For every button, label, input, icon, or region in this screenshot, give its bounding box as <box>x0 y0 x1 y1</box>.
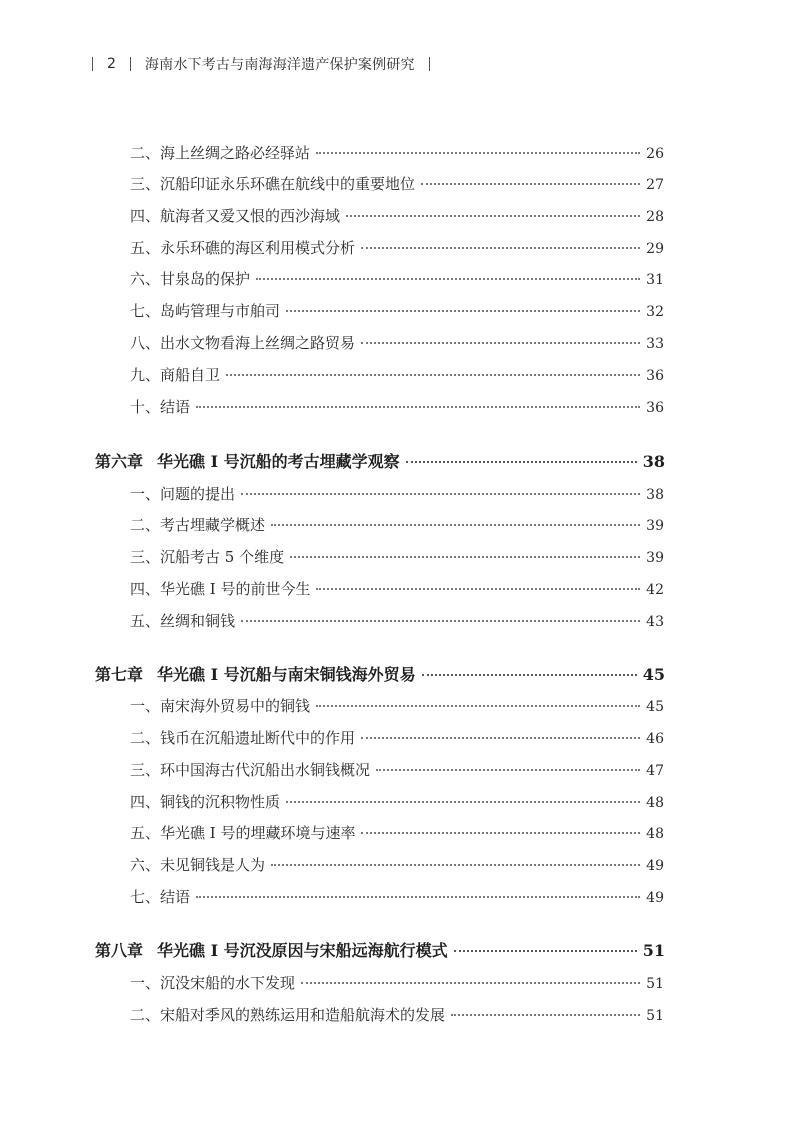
toc-entry[interactable] <box>0 332 664 356</box>
toc-page-number: 31 <box>646 272 664 288</box>
toc-page-number: 48 <box>646 795 664 811</box>
toc-page-number: 51 <box>646 976 664 992</box>
toc-entry-title: 二、海上丝绸之路必经驿站 <box>130 144 311 162</box>
toc-page-number: 28 <box>646 209 664 225</box>
toc-entry[interactable] <box>0 759 664 783</box>
chapter-number: 第七章 <box>95 665 144 684</box>
dot-leader <box>361 342 640 344</box>
toc-entry[interactable] <box>0 610 664 634</box>
toc-entry-title: 二、宋船对季风的熟练运用和造船航海术的发展 <box>130 1006 446 1024</box>
toc-entry[interactable] <box>0 886 664 910</box>
toc-entry[interactable] <box>0 142 664 166</box>
toc-entry-title: 四、铜钱的沉积物性质 <box>130 793 281 811</box>
toc-page-number: 51 <box>642 941 665 960</box>
toc-entry-title: 九、商船自卫 <box>130 366 221 384</box>
toc-page-number: 32 <box>646 304 664 320</box>
dot-leader <box>301 982 640 984</box>
toc-entry-title: 二、钱币在沉船遗址断代中的作用 <box>130 729 356 747</box>
toc-entry[interactable] <box>0 822 664 846</box>
dot-leader <box>286 801 640 803</box>
dot-leader <box>361 737 640 739</box>
toc-chapter-entry[interactable] <box>0 449 665 473</box>
toc-page-number: 42 <box>646 582 664 598</box>
dot-leader <box>361 247 640 249</box>
dot-leader <box>316 588 640 590</box>
toc-entry[interactable] <box>0 727 664 751</box>
toc-page-number: 45 <box>642 665 665 684</box>
dot-leader <box>422 674 637 676</box>
dot-leader <box>196 896 640 898</box>
toc-page-number: 47 <box>646 763 664 779</box>
dot-leader <box>226 374 640 376</box>
page-number: 2 <box>107 56 116 72</box>
toc-page-number: 49 <box>646 890 664 906</box>
toc-page-number: 48 <box>646 826 664 842</box>
toc-chapter-entry[interactable] <box>0 662 665 686</box>
toc-entry-title: 七、结语 <box>130 888 191 906</box>
dot-leader <box>196 406 640 408</box>
dot-leader <box>376 769 640 771</box>
chapter-title: 华光礁 I 号沉船与南宋铜钱海外贸易 <box>157 665 416 684</box>
toc-entry[interactable] <box>0 205 664 229</box>
dot-leader <box>451 1014 640 1016</box>
chapter-number: 第八章 <box>95 941 144 960</box>
toc-entry-title: 十、结语 <box>130 398 191 416</box>
dot-leader <box>406 461 637 463</box>
toc-entry-title: 五、永乐环礁的海区利用模式分析 <box>130 239 356 257</box>
toc-entry[interactable] <box>0 514 664 538</box>
toc-entry[interactable] <box>0 268 664 292</box>
toc-entry[interactable] <box>0 173 664 197</box>
toc-entry[interactable] <box>0 1004 664 1028</box>
toc-entry[interactable] <box>0 854 664 878</box>
toc-page-number: 36 <box>646 368 664 384</box>
toc-page-number: 33 <box>646 336 664 352</box>
toc-entry[interactable] <box>0 546 664 570</box>
toc-entry-title: 六、未见铜钱是人为 <box>130 856 266 874</box>
toc-entry-title: 五、丝绸和铜钱 <box>130 612 236 630</box>
dot-leader <box>256 278 640 280</box>
toc-entry-title: 三、沉船考古 5 个维度 <box>130 548 285 566</box>
toc-entry-title: 四、华光礁 I 号的前世今生 <box>130 580 311 598</box>
chapter-title: 华光礁 I 号沉船的考古埋藏学观察 <box>157 452 400 471</box>
toc-entry-title: 七、岛屿管理与市舶司 <box>130 302 281 320</box>
toc-entry-title: 五、华光礁 I 号的埋藏环境与速率 <box>130 824 356 842</box>
toc-page-number: 43 <box>646 614 664 630</box>
toc-chapter-entry[interactable] <box>0 938 665 962</box>
toc-page-number: 39 <box>646 518 664 534</box>
toc-entry-title: 八、出水文物看海上丝绸之路贸易 <box>130 334 356 352</box>
dot-leader <box>290 556 640 558</box>
chapter-number: 第六章 <box>95 452 144 471</box>
toc-page-number: 29 <box>646 241 664 257</box>
book-title: 海南水下考古与南海海洋遗产保护案例研究 <box>144 57 415 73</box>
toc-page-number: 46 <box>646 731 664 747</box>
toc-entry[interactable] <box>0 364 664 388</box>
toc-entry[interactable] <box>0 396 664 420</box>
dot-leader <box>286 310 640 312</box>
toc-page-number: 49 <box>646 858 664 874</box>
toc-entry[interactable] <box>0 695 664 719</box>
toc-entry[interactable] <box>0 791 664 815</box>
dot-leader <box>421 183 640 185</box>
toc-page-number: 51 <box>646 1008 664 1024</box>
dot-leader <box>361 832 640 834</box>
toc-entry-title: 四、航海者又爱又恨的西沙海域 <box>130 207 341 225</box>
toc-page-number: 27 <box>646 177 664 193</box>
toc-entry-title: 一、南宋海外贸易中的铜钱 <box>130 697 311 715</box>
dot-leader <box>346 215 640 217</box>
toc-entry[interactable] <box>0 483 664 507</box>
toc-entry-title: 三、沉船印证永乐环礁在航线中的重要地位 <box>130 175 416 193</box>
toc-entry-title: 一、问题的提出 <box>130 485 236 503</box>
dot-leader <box>454 950 637 952</box>
toc-page-number: 45 <box>646 699 664 715</box>
toc-entry[interactable] <box>0 972 664 996</box>
toc-entry-title: 一、沉没宋船的水下发现 <box>130 974 296 992</box>
toc-entry[interactable] <box>0 237 664 261</box>
dot-leader <box>316 152 640 154</box>
dot-leader <box>271 524 640 526</box>
toc-page-number: 26 <box>646 146 664 162</box>
toc-page-number: 36 <box>646 400 664 416</box>
dot-leader <box>271 864 640 866</box>
toc-entry[interactable] <box>0 300 664 324</box>
toc-page-number: 38 <box>646 487 664 503</box>
chapter-title: 华光礁 I 号沉没原因与宋船远海航行模式 <box>157 941 448 960</box>
toc-page-number: 39 <box>646 550 664 566</box>
toc-entry-title: 六、甘泉岛的保护 <box>130 270 251 288</box>
toc-page-number: 38 <box>642 452 665 471</box>
dot-leader <box>241 493 640 495</box>
dot-leader <box>241 620 640 622</box>
toc-entry-title: 二、考古埋藏学概述 <box>130 516 266 534</box>
toc-entry-title: 三、环中国海古代沉船出水铜钱概况 <box>130 761 371 779</box>
toc-entry[interactable] <box>0 578 664 602</box>
dot-leader <box>316 705 640 707</box>
